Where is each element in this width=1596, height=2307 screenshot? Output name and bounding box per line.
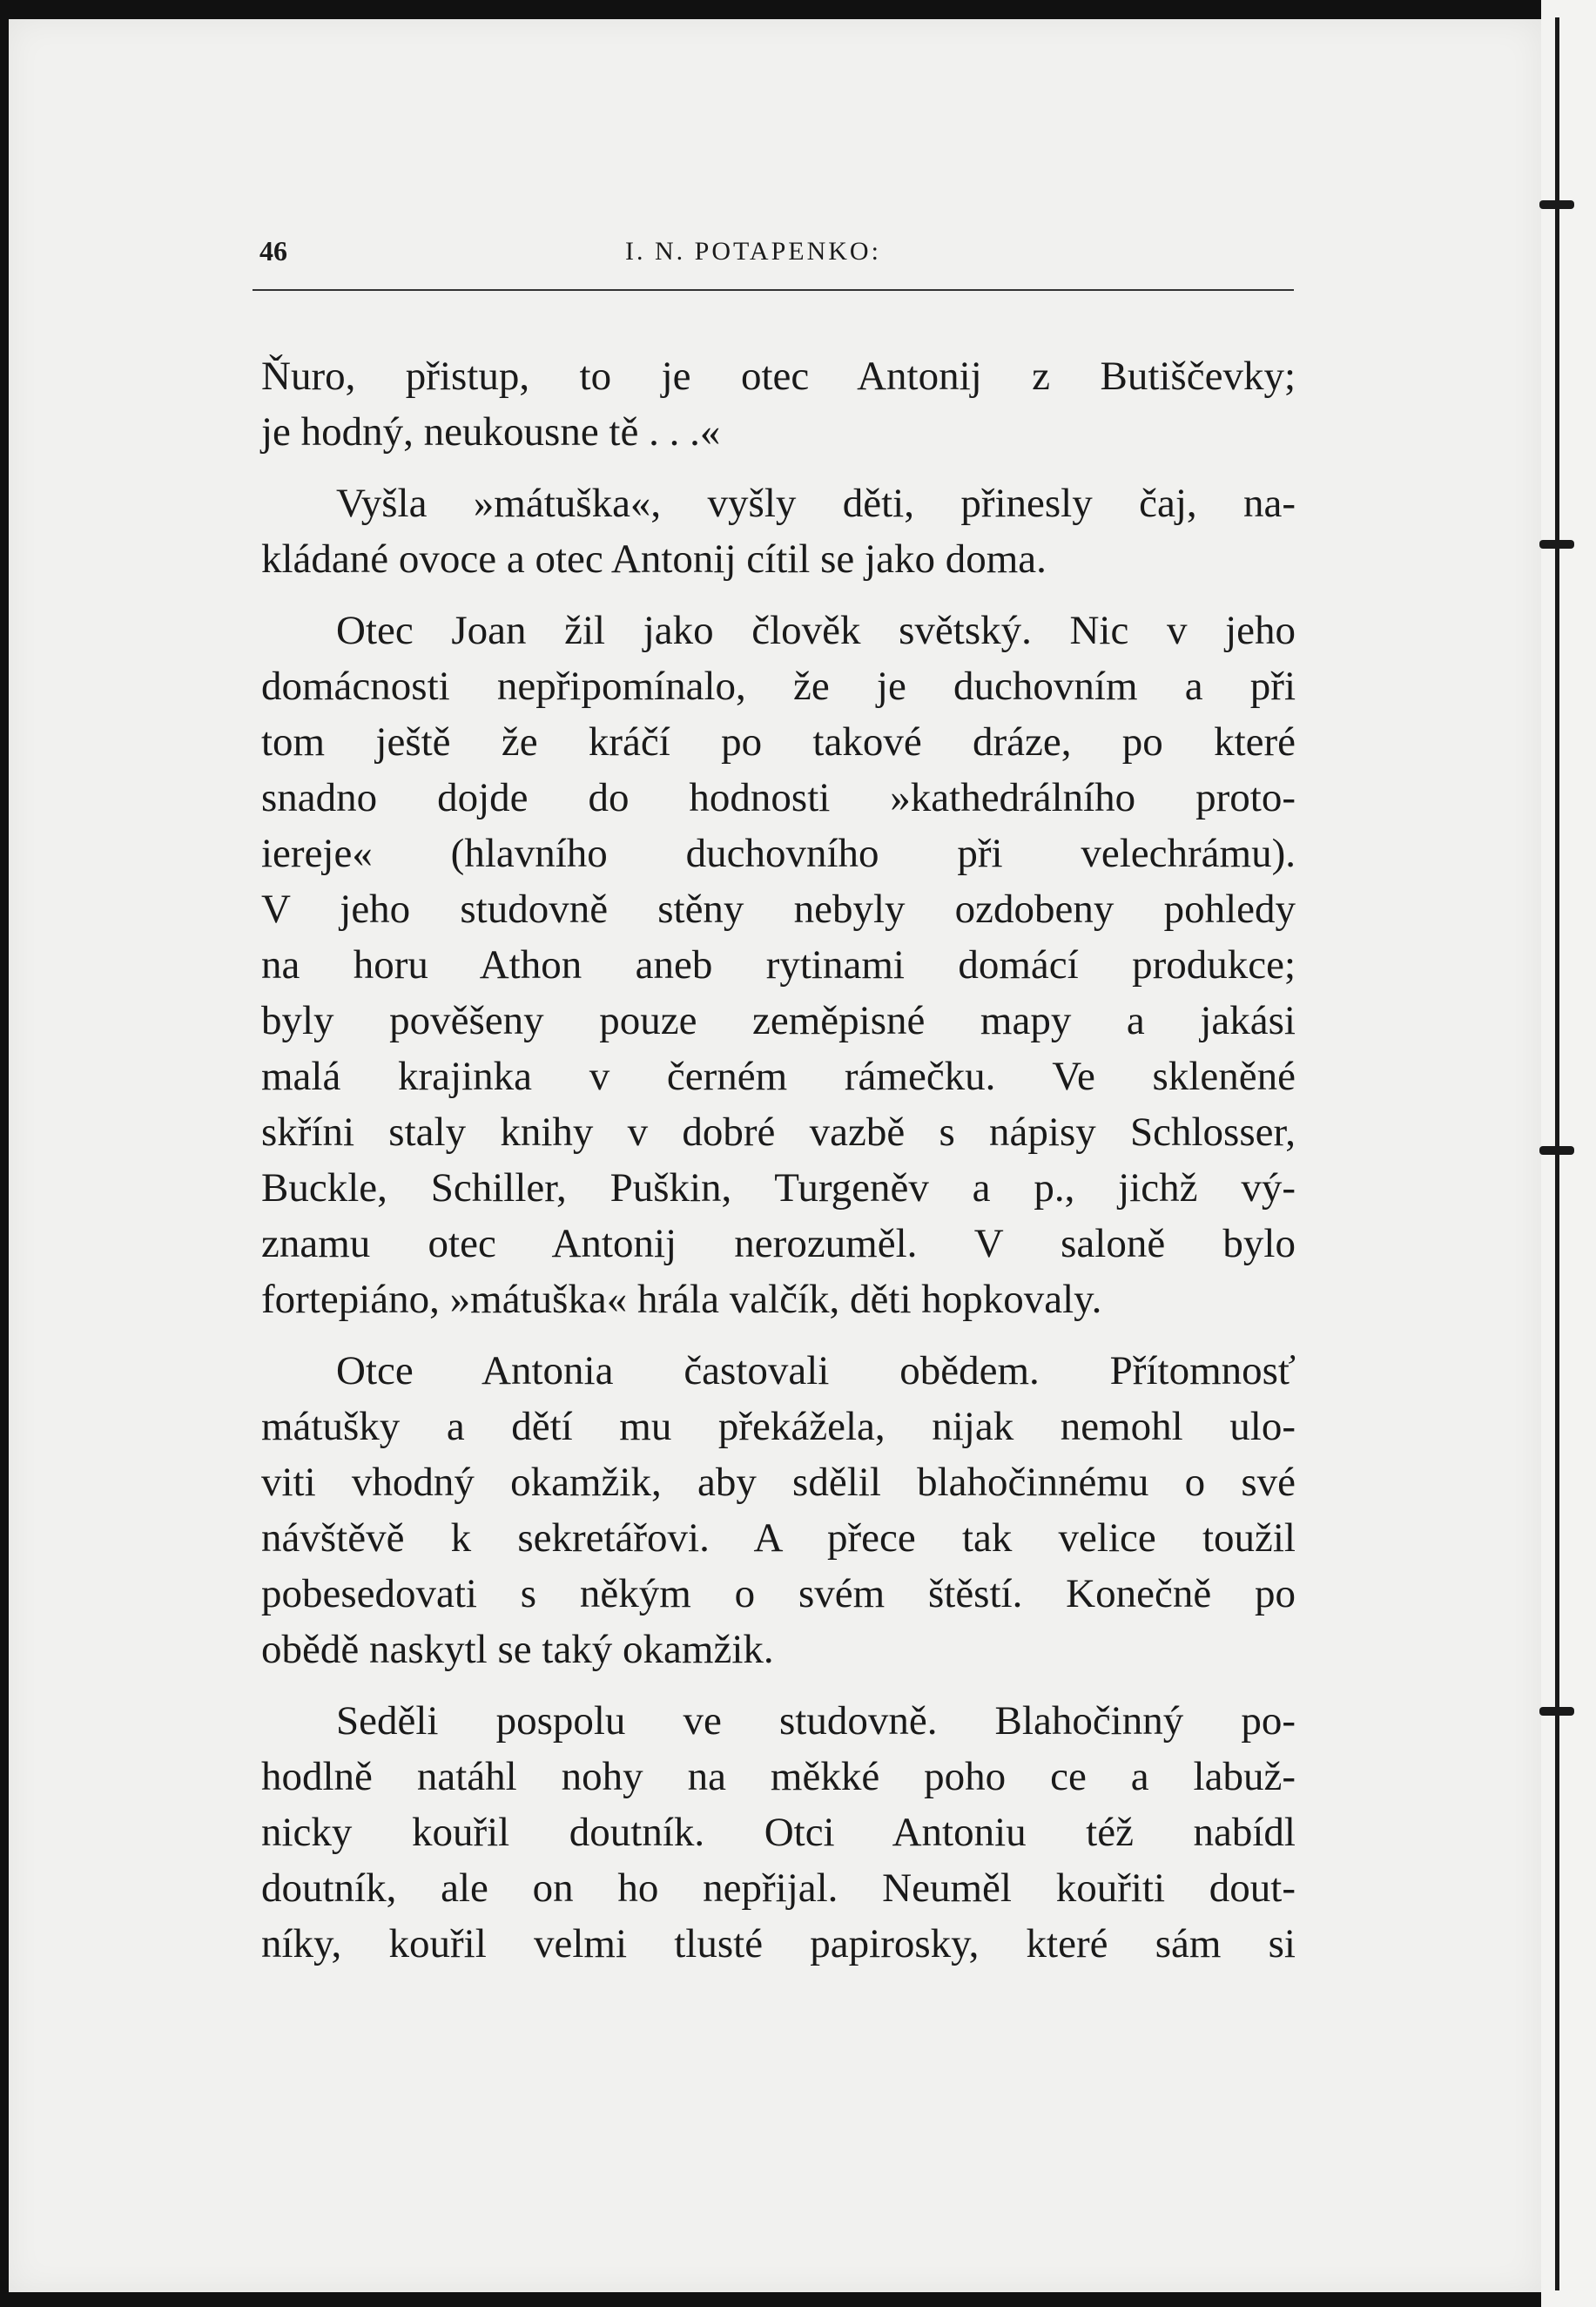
text-line: Otec Joan žil jako člověk světský. Nic v jeho bbox=[336, 608, 1296, 653]
text-line: skříni staly knihy v dobré vazbě s nápisy Schlosser, bbox=[261, 1110, 1296, 1155]
text-line: snadno dojde do hodnosti »kathedrálního proto- bbox=[261, 775, 1296, 820]
text-line: kládané ovoce a otec Antonij cítil se jako doma. bbox=[261, 536, 1047, 582]
text-line: je hodný, neukousne tě . . .« bbox=[261, 409, 721, 455]
text-line: návštěvě k sekretářovi. A přece tak velice toužil bbox=[261, 1515, 1296, 1561]
text-line: domácnosti nepřipomínalo, že je duchovním a při bbox=[261, 664, 1296, 709]
text-line: mátušky a dětí mu překážela, nijak nemohl ulo- bbox=[261, 1404, 1296, 1449]
header-rule bbox=[253, 289, 1294, 291]
text-line: na horu Athon aneb rytinami domácí produkce; bbox=[261, 942, 1296, 988]
text-line: iereje« (hlavního duchovního při velechrámu). bbox=[261, 831, 1296, 876]
binding-mark bbox=[1539, 1707, 1574, 1716]
text-line: níky, kouřil velmi tlusté papirosky, které sám si bbox=[261, 1921, 1296, 1966]
running-header bbox=[253, 232, 1297, 293]
running-head-title: I. N. POTAPENKO: bbox=[625, 237, 881, 266]
binding-mark bbox=[1539, 200, 1574, 209]
text-line: Vyšla »mátuška«, vyšly děti, přinesly čaj, na- bbox=[336, 481, 1296, 526]
text-line: nicky kouřil doutník. Otci Antoniu též nabídl bbox=[261, 1810, 1296, 1855]
text-line: hodlně natáhl nohy na měkké poho ce a labuž- bbox=[261, 1754, 1296, 1799]
text-line: Otce Antonia častovali obědem. Přítomnosť bbox=[336, 1348, 1296, 1393]
text-line: pobesedovati s někým o svém štěstí. Konečně po bbox=[261, 1571, 1296, 1616]
text-line: fortepiáno, »mátuška« hrála valčík, děti hopkovaly. bbox=[261, 1277, 1102, 1322]
text-line: Seděli pospolu ve studovně. Blahočinný po- bbox=[336, 1698, 1296, 1744]
body-text bbox=[261, 348, 1296, 1972]
text-line: byly pověšeny pouze zeměpisné mapy a jakási bbox=[261, 998, 1296, 1043]
text-line: V jeho studovně stěny nebyly ozdobeny pohledy bbox=[261, 887, 1296, 932]
text-line: znamu otec Antonij nerozuměl. V saloně bylo bbox=[261, 1221, 1296, 1266]
text-line: Buckle, Schiller, Puškin, Turgeněv a p., jichž vý- bbox=[261, 1165, 1296, 1211]
text-line: obědě naskytl se taký okamžik. bbox=[261, 1627, 774, 1672]
text-line: doutník, ale on ho nepřijal. Neuměl kouřiti dout- bbox=[261, 1865, 1296, 1911]
page-number: 46 bbox=[259, 235, 287, 266]
text-line: Ňuro, přistup, to je otec Antonij z Butiščevky; bbox=[261, 354, 1296, 399]
text-line: viti vhodný okamžik, aby sdělil blahočinnému o své bbox=[261, 1460, 1296, 1505]
binding-mark bbox=[1539, 540, 1574, 549]
binding-mark bbox=[1539, 1146, 1574, 1155]
text-line: malá krajinka v černém rámečku. Ve skleněné bbox=[261, 1054, 1296, 1099]
text-line: tom ještě že kráčí po takové dráze, po které bbox=[261, 719, 1296, 765]
